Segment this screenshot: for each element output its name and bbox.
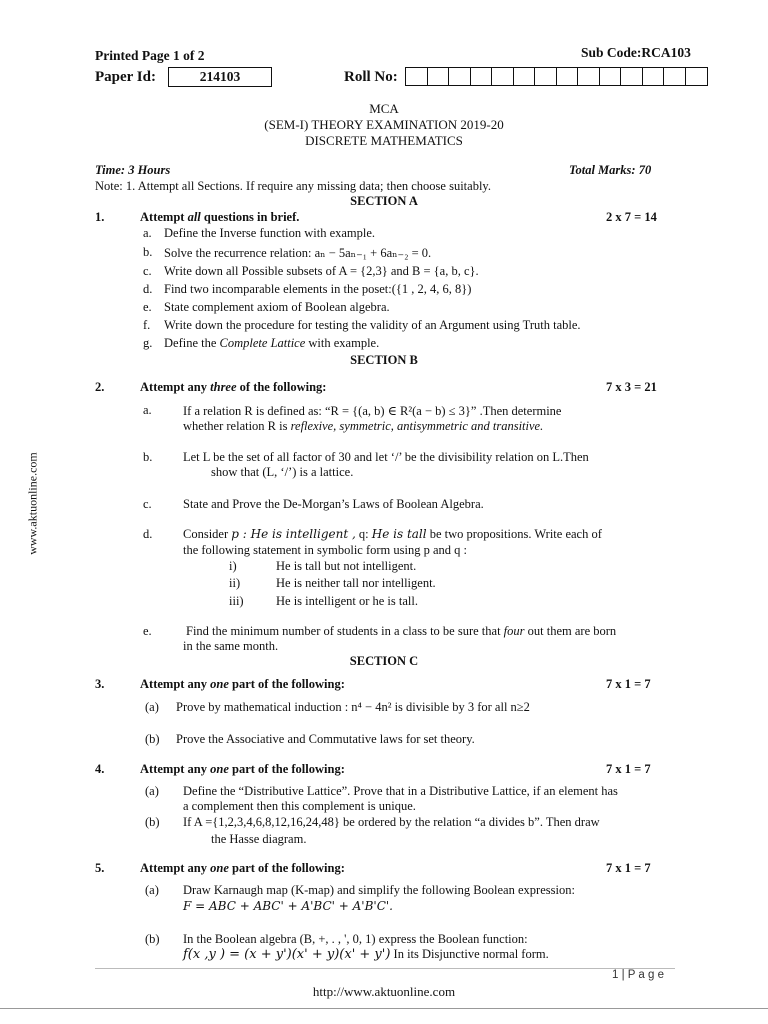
q3-instruction: Attempt any one part of the following: xyxy=(140,677,345,691)
q3b-label: (b) xyxy=(145,732,160,746)
q2e-line1: Find the minimum number of students in a class to be sure that four out them are born xyxy=(186,624,617,638)
roll-no-label: Roll No: xyxy=(344,69,398,85)
q1e-text: State complement axiom of Boolean algebra. xyxy=(164,300,390,314)
total-marks: Total Marks: 70 xyxy=(569,163,652,177)
roll-no-boxes[interactable] xyxy=(405,67,708,86)
q5a-expression: F = ABC + ABC' + A'BC' + A'B'C'. xyxy=(183,899,393,913)
q4b-line1: If A ={1,2,3,4,6,8,12,16,24,48} be ordered by the relation “a divides b”. Then draw xyxy=(183,815,600,829)
section-b-heading: SECTION B xyxy=(350,353,418,367)
q1b-text: Solve the recurrence relation: aₙ − 5aₙ₋₁ + 6aₙ₋₂ = 0. xyxy=(164,246,432,260)
q2d-line2: the following statement in symbolic form using p and q : xyxy=(183,543,467,557)
q4b-label: (b) xyxy=(145,815,160,829)
q2d-sub-iii-text: He is intelligent or he is tall. xyxy=(276,594,418,608)
footer-divider xyxy=(95,968,675,969)
q2d-sub-iii-label: iii) xyxy=(229,594,244,608)
printed-page-label: Printed Page 1 of 2 xyxy=(95,48,205,63)
q2e-line2: in the same month. xyxy=(183,639,279,653)
q3b-text: Prove the Associative and Commutative laws for set theory. xyxy=(176,732,475,746)
q2b-line2: show that (L, ‘/’) is a lattice. xyxy=(211,465,354,479)
sub-code: Sub Code:RCA103 xyxy=(581,45,691,60)
q1-instruction: Attempt all questions in brief. xyxy=(140,210,300,224)
q4a-line2: a complement then this complement is unique. xyxy=(183,799,416,813)
course-title: MCA xyxy=(369,101,399,116)
q2d-line1: Consider p : He is intelligent , q: He is tall be two propositions. Write each of xyxy=(183,527,602,541)
q2d-sub-i-label: i) xyxy=(229,559,237,573)
q2c-label: c. xyxy=(143,497,152,511)
q1b-label: b. xyxy=(143,245,153,259)
q4a-label: (a) xyxy=(145,784,159,798)
q3-number: 3. xyxy=(95,677,105,691)
q5b-line2: f(x ,y ) = (x + y')(x' + y)(x' + y') In its Disjunctive normal form. xyxy=(183,947,549,962)
q4-number: 4. xyxy=(95,762,105,776)
q2-number: 2. xyxy=(95,380,105,394)
q4a-line1: Define the “Distributive Lattice”. Prove that in a Distributive Lattice, if an element has xyxy=(183,784,618,798)
paper-id-box xyxy=(168,67,272,87)
q1f-text: Write down the procedure for testing the validity of an Argument using Truth table. xyxy=(164,318,581,332)
q2-instruction: Attempt any three of the following: xyxy=(140,380,327,394)
q2a-label: a. xyxy=(143,403,152,417)
q2b-label: b. xyxy=(143,450,153,464)
q2d-sub-ii-text: He is neither tall nor intelligent. xyxy=(276,576,436,590)
paper-id-value: 214103 xyxy=(199,69,241,84)
q1-number: 1. xyxy=(95,210,105,224)
side-watermark: www.aktuonline.com xyxy=(25,452,40,555)
q5-number: 5. xyxy=(95,861,105,875)
q1-marks: 2 x 7 = 14 xyxy=(606,210,657,224)
q3a-label: (a) xyxy=(145,700,159,714)
q3-marks: 7 x 1 = 7 xyxy=(606,677,651,691)
footer-url[interactable]: http://www.aktuonline.com xyxy=(312,984,456,999)
q1a-text: Define the Inverse function with example. xyxy=(164,226,376,240)
q2d-sub-ii-label: ii) xyxy=(229,576,241,590)
q1a-label: a. xyxy=(143,226,152,240)
q1d-text: Find two incomparable elements in the poset:({1 , 2, 4, 6, 8}) xyxy=(164,282,472,296)
q2a-line2: whether relation R is reflexive, symmetric, antisymmetric and transitive. xyxy=(183,419,544,433)
bottom-edge xyxy=(0,1008,768,1009)
q1g-text: Define the Complete Lattice with example. xyxy=(164,336,380,350)
section-a-heading: SECTION A xyxy=(350,194,418,208)
subject-title: DISCRETE MATHEMATICS xyxy=(305,133,463,148)
time-label: Time: 3 Hours xyxy=(95,163,171,177)
q3a-text: Prove by mathematical induction : n⁴ − 4n² is divisible by 3 for all n≥2 xyxy=(176,700,530,714)
q5b-label: (b) xyxy=(145,932,160,946)
q5-marks: 7 x 1 = 7 xyxy=(606,861,651,875)
q1d-label: d. xyxy=(143,282,153,296)
q2e-label: e. xyxy=(143,624,152,638)
q2a-line1: If a relation R is defined as: “R = {(a, b) ∈ R²(a − b) ≤ 3}” .Then determine xyxy=(183,404,562,418)
exam-title: (SEM-I) THEORY EXAMINATION 2019-20 xyxy=(264,117,504,132)
q4-marks: 7 x 1 = 7 xyxy=(606,762,651,776)
q2d-label: d. xyxy=(143,527,153,541)
q1e-label: e. xyxy=(143,300,152,314)
q1f-label: f. xyxy=(143,318,151,332)
q5b-line1: In the Boolean algebra (B, +, . , ', 0, 1) express the Boolean function: xyxy=(183,932,528,946)
section-c-heading: SECTION C xyxy=(349,654,419,668)
q1c-text: Write down all Possible subsets of A = {2,3} and B = {a, b, c}. xyxy=(164,264,479,278)
q1c-label: c. xyxy=(143,264,152,278)
q2d-sub-i-text: He is tall but not intelligent. xyxy=(276,559,417,573)
q2b-line1: Let L be the set of all factor of 30 and let ‘/’ be the divisibility relation on L.Then xyxy=(183,450,589,464)
paper-id-label: Paper Id: xyxy=(95,69,156,85)
page-number: 1 | P a g e xyxy=(612,969,665,981)
q5-instruction: Attempt any one part of the following: xyxy=(140,861,345,875)
q4b-line2: the Hasse diagram. xyxy=(211,832,307,846)
q1g-label: g. xyxy=(143,336,153,350)
q2c-text: State and Prove the De-Morgan’s Laws of Boolean Algebra. xyxy=(183,497,484,511)
note-text: Note: 1. Attempt all Sections. If require any missing data; then choose suitably. xyxy=(95,179,491,193)
q5a-label: (a) xyxy=(145,883,159,897)
q2-marks: 7 x 3 = 21 xyxy=(606,380,657,394)
q5a-line1: Draw Karnaugh map (K-map) and simplify the following Boolean expression: xyxy=(183,883,575,897)
q4-instruction: Attempt any one part of the following: xyxy=(140,762,345,776)
